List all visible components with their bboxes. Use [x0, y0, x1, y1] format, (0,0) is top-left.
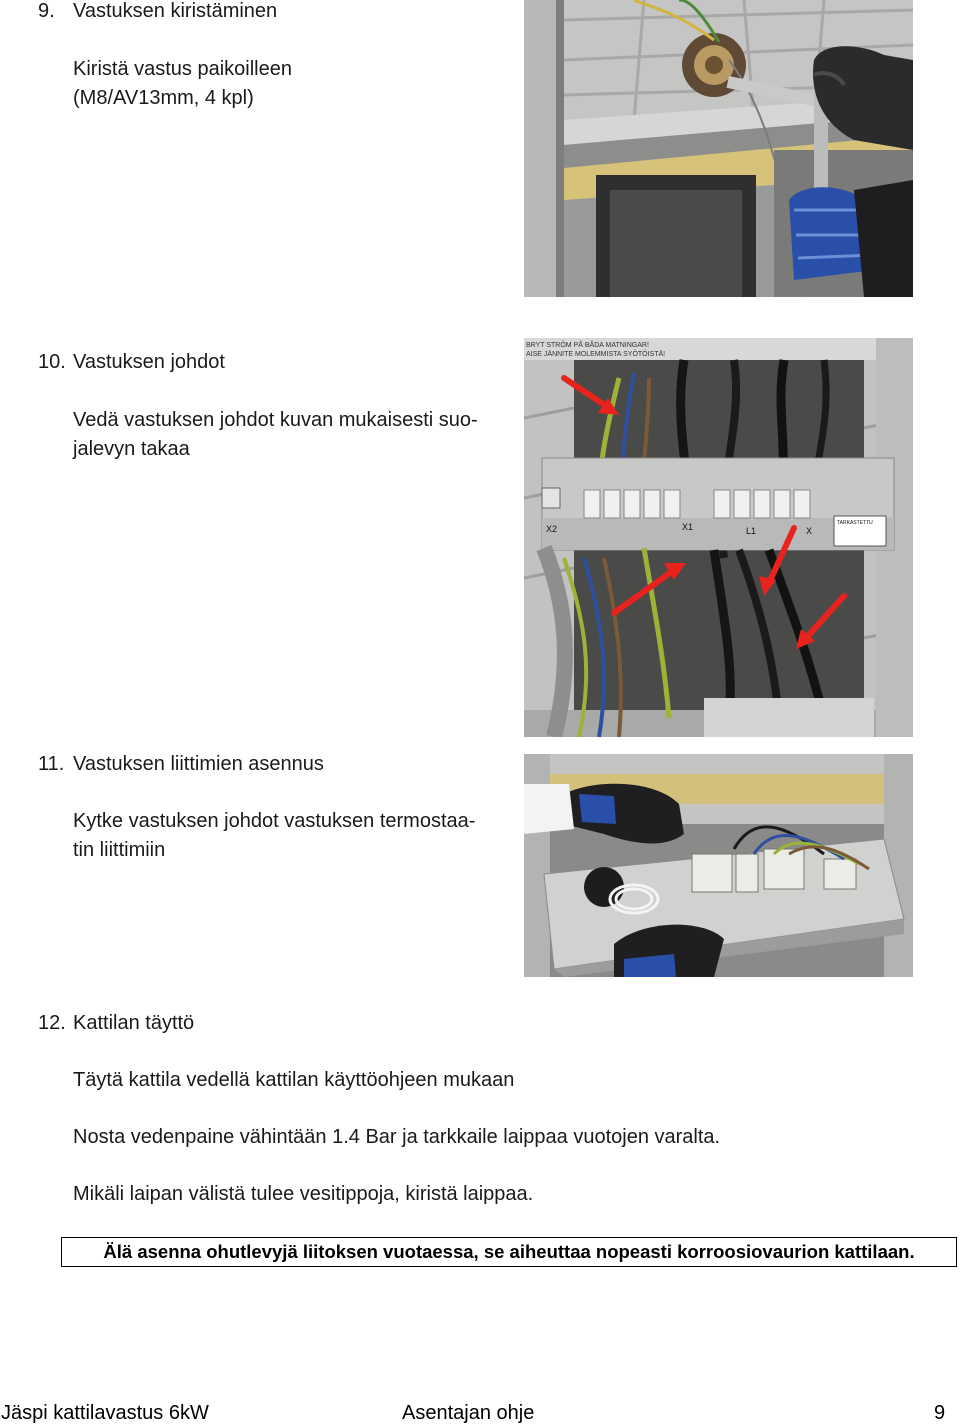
- label-l1: L1: [746, 526, 757, 536]
- label-tarkastettu: TARKASTETTU: [837, 520, 873, 526]
- label-x1: X1: [682, 522, 694, 532]
- step-9-number: 9.: [38, 0, 55, 22]
- step-12-line-2: Nosta vedenpaine vähintään 1.4 Bar ja tarkkaile laippaa vuotojen varalta.: [73, 1126, 721, 1148]
- step-9-line-2: (M8/AV13mm, 4 kpl): [73, 87, 254, 109]
- photo-element-wiring: [524, 338, 913, 737]
- warning-label-1: BRYT STRÖM PÅ BÅDA MATNINGAR!: [526, 342, 649, 349]
- step-11-line-1: Kytke vastuksen johdot vastuksen termostaa-: [73, 810, 476, 832]
- step-10-title: Vastuksen johdot: [73, 351, 225, 373]
- step-11-line-2: tin liittimiin: [73, 839, 166, 861]
- footer-document-title: Jäspi kattilavastus 6kW: [1, 1402, 209, 1424]
- page-number: 9: [934, 1402, 946, 1424]
- step-9-line-1: Kiristä vastus paikoilleen: [73, 58, 292, 80]
- label-x2: X2: [546, 524, 558, 534]
- step-10-line-2: jalevyn takaa: [73, 438, 190, 460]
- photo-tightening-element: [524, 0, 913, 297]
- step-10-line-1: Vedä vastuksen johdot kuvan mukaisesti suo-: [73, 409, 478, 431]
- step-12-title: Kattilan täyttö: [73, 1012, 195, 1034]
- step-12-line-3: Mikäli laipan välistä tulee vesitippoja, kiristä laippaa.: [73, 1183, 534, 1205]
- step-12-line-1: Täytä kattila vedellä kattilan käyttöohjeen mukaan: [73, 1069, 515, 1091]
- step-11-number: 11.: [38, 753, 65, 775]
- step-9-title: Vastuksen kiristäminen: [73, 0, 278, 22]
- footer-document-type: Asentajan ohje: [402, 1402, 535, 1424]
- step-10-number: 10.: [38, 351, 66, 373]
- label-x: X: [806, 526, 813, 536]
- warning-label-2: AISE JÄNNITE MOLEMMISTA SYÖTÖISTÄ!: [526, 351, 666, 358]
- step-12-number: 12.: [38, 1012, 66, 1034]
- warning-box: Älä asenna ohutlevyjä liitoksen vuotaessa, se aiheuttaa nopeasti korroosiovaurion kattilaan.: [61, 1237, 957, 1267]
- step-11-title: Vastuksen liittimien asennus: [73, 753, 324, 775]
- photo-thermostat-connectors: [524, 754, 913, 977]
